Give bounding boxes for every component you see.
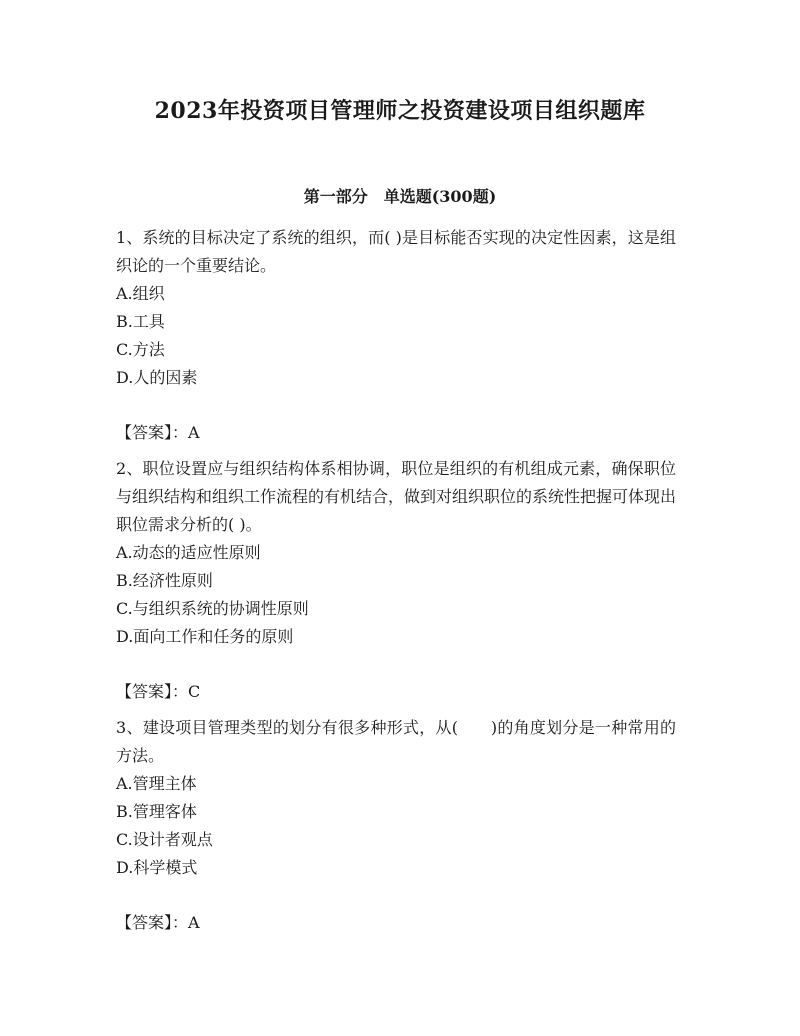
question-3 xyxy=(116,714,676,937)
option-d: D.科学模式 xyxy=(116,858,198,877)
option-d: D.面向工作和任务的原则 xyxy=(116,627,294,646)
option-b: B.经济性原则 xyxy=(116,571,213,590)
answer-line: 【答案】：A xyxy=(116,423,200,442)
question-stem: 1、系统的目标决定了系统的组织，而( )是目标能否实现的决定性因素，这是组织论的一个重要结论。 xyxy=(116,228,676,275)
option-d: D.人的因素 xyxy=(116,368,198,387)
question-1 xyxy=(116,224,676,447)
option-list xyxy=(116,770,676,882)
option-b: B.工具 xyxy=(116,312,165,331)
option-list xyxy=(116,539,676,651)
answer-line: 【答案】：A xyxy=(116,913,200,932)
option-a: A.动态的适应性原则 xyxy=(116,543,261,562)
section-heading: 第一部分 单选题(300题) xyxy=(303,187,497,206)
question-2 xyxy=(116,455,676,706)
option-c: C.方法 xyxy=(116,340,165,359)
question-stem: 2、职位设置应与组织结构体系相协调，职位是组织的有机组成元素，确保职位与组织结构和组织工作流程的有机结合，做到对组织职位的系统性把握可体现出职位需求分析的( )。 xyxy=(116,459,677,534)
question-stem: 3、建设项目管理类型的划分有很多种形式，从( )的角度划分是一种常用的方法。 xyxy=(116,718,676,765)
option-a: A.管理主体 xyxy=(116,774,197,793)
option-c: C.与组织系统的协调性原则 xyxy=(116,599,309,618)
question-list xyxy=(116,224,676,937)
option-c: C.设计者观点 xyxy=(116,830,213,849)
answer-line: 【答案】：C xyxy=(116,682,201,701)
option-a: A.组织 xyxy=(116,284,165,303)
option-list xyxy=(116,280,676,392)
option-b: B.管理客体 xyxy=(116,802,197,821)
document-title: 2023年投资项目管理师之投资建设项目组织题库 xyxy=(154,98,646,124)
